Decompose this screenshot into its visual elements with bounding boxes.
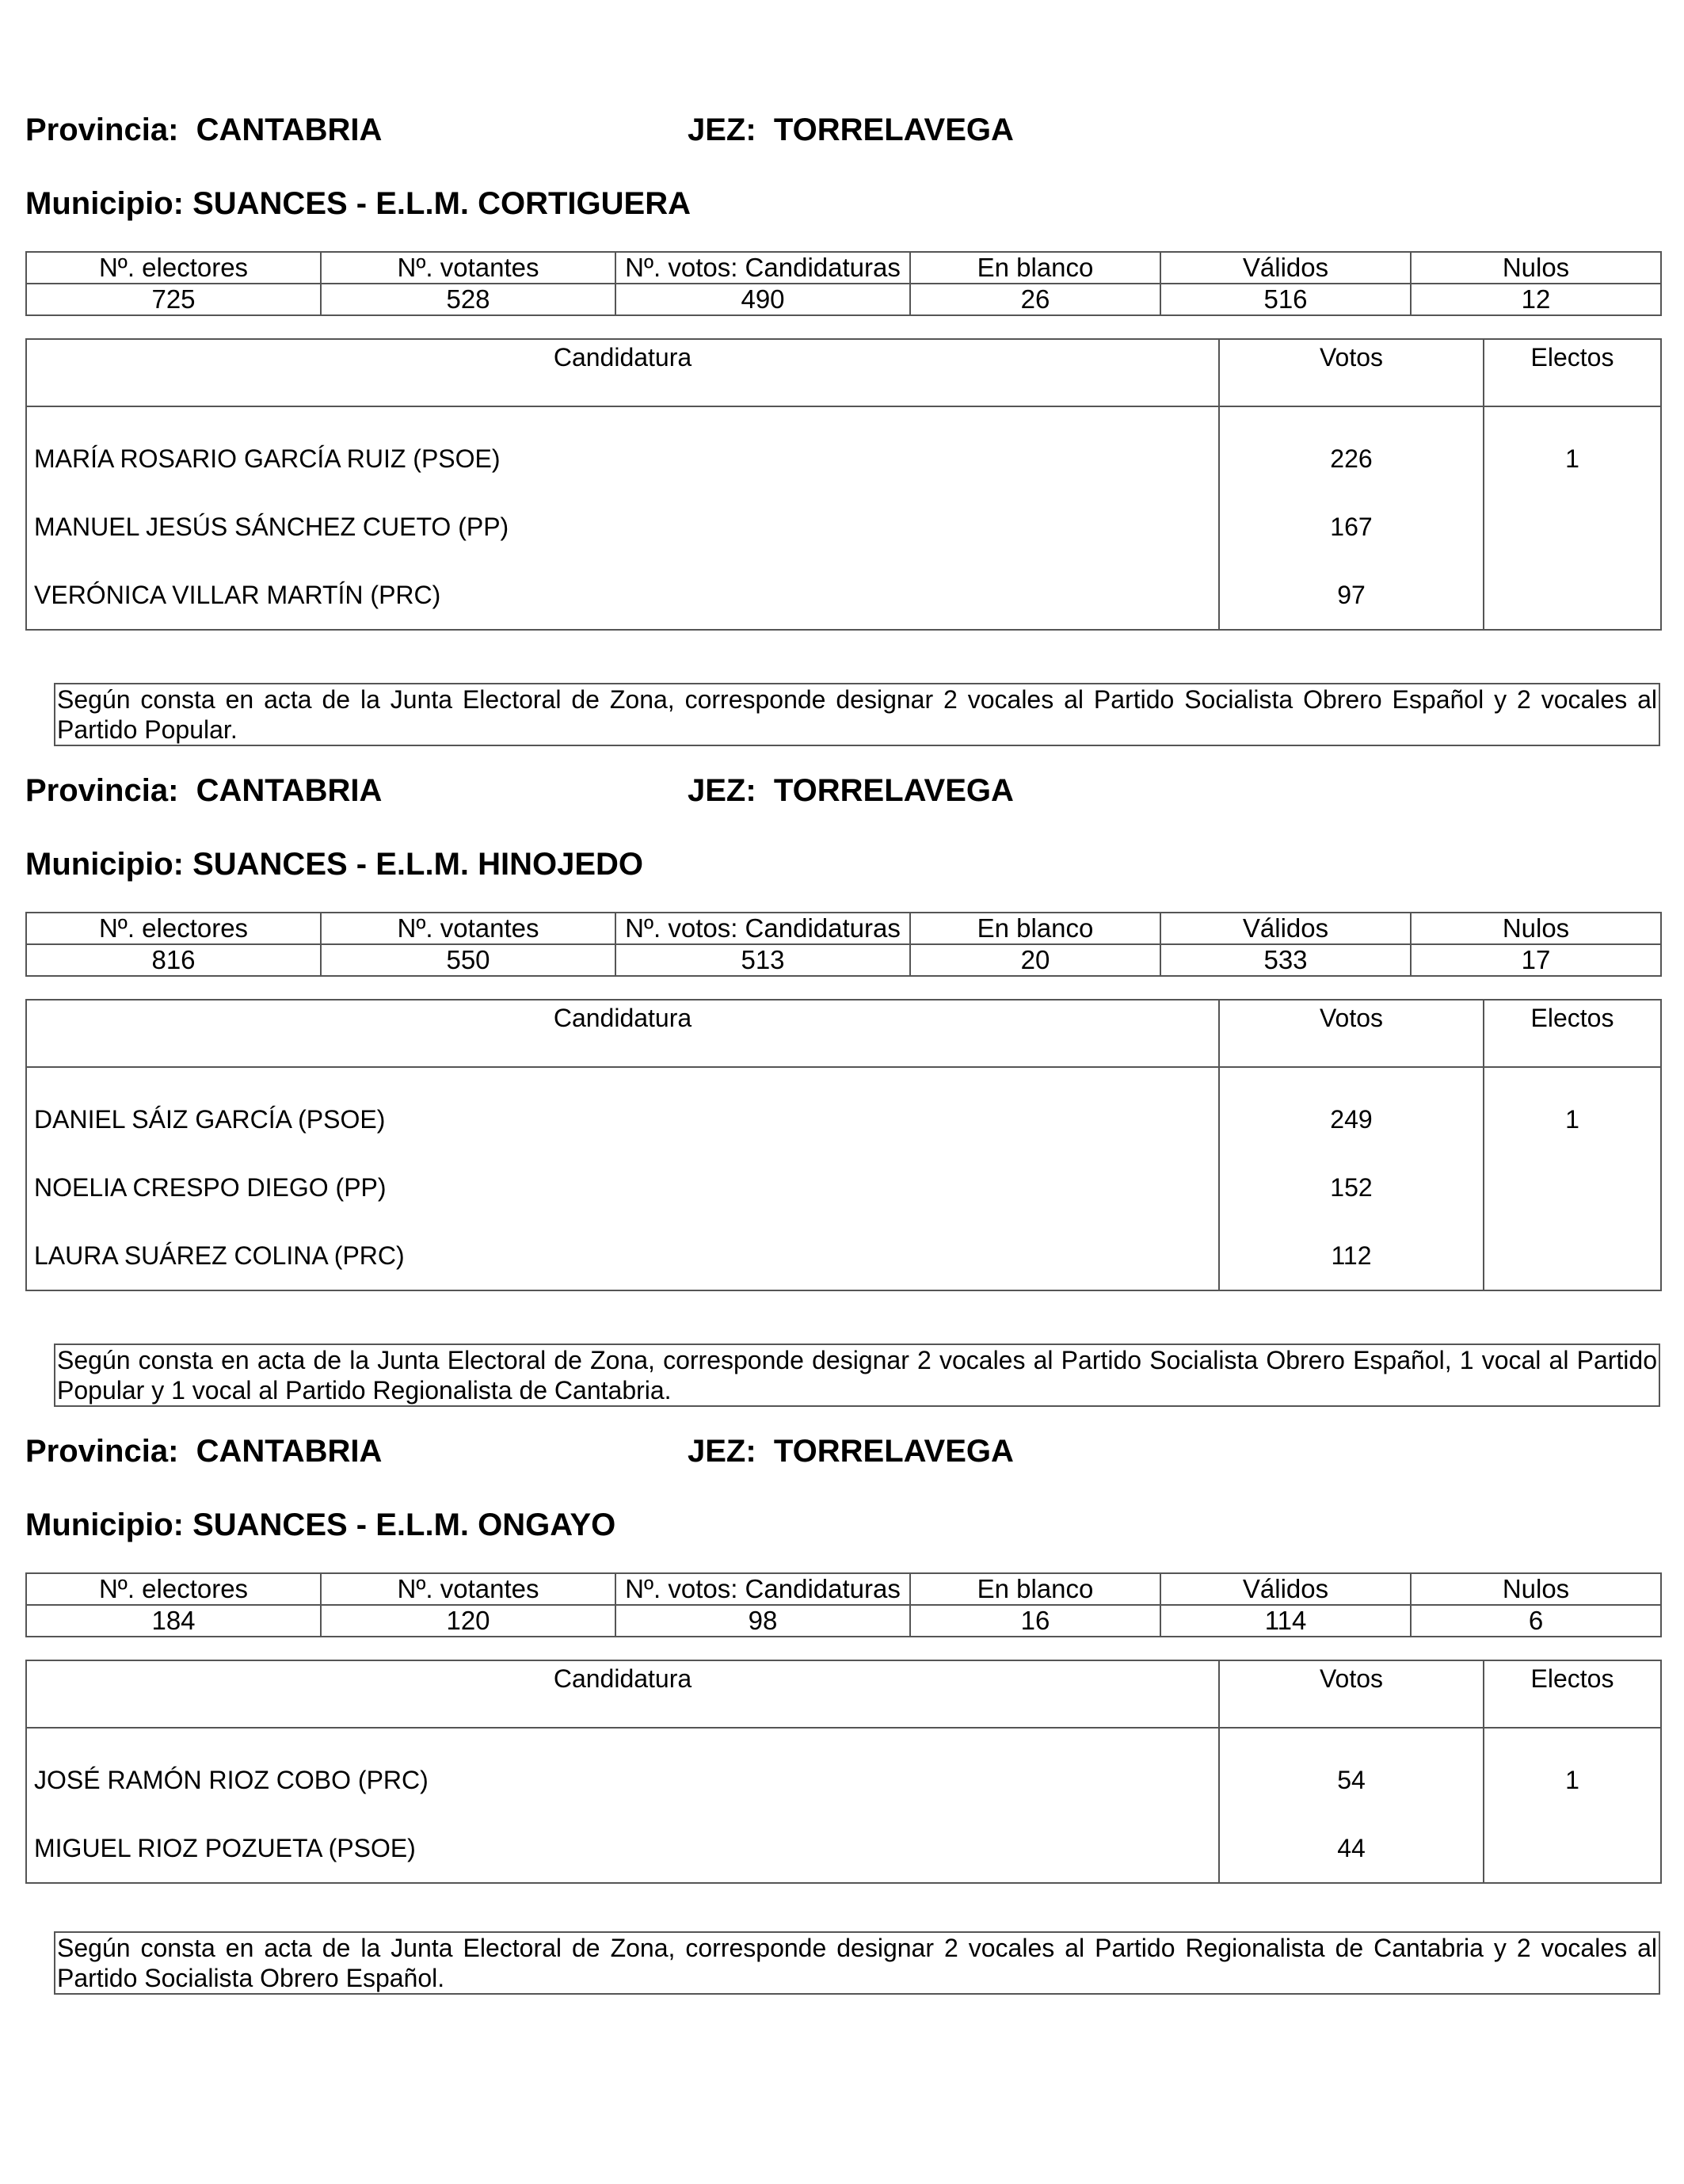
candidates-table	[25, 338, 1662, 631]
candidate-electos: 1	[1484, 406, 1661, 493]
candidate-votos: 54	[1219, 1728, 1484, 1814]
candidate-votos: 44	[1219, 1814, 1484, 1883]
candidatura-header: Candidatura	[26, 339, 1219, 406]
stats-header-cell: Nulos	[1411, 1573, 1661, 1605]
designation-note: Según consta en acta de la Junta Electoral de Zona, corresponde designar 2 vocales al Partido Regionalista de Cantabria y 2 vocales al Partido Socialista Obrero Español.	[54, 1931, 1660, 1995]
stats-header-cell: Válidos	[1160, 913, 1411, 944]
candidate-votos: 97	[1219, 561, 1484, 630]
municipio-header	[25, 185, 691, 223]
candidate-name: MARÍA ROSARIO GARCÍA RUIZ (PSOE)	[26, 406, 1219, 493]
candidate-electos	[1484, 493, 1661, 561]
stats-value-cell: 114	[1160, 1605, 1411, 1637]
municipio-label: Municipio:	[25, 186, 184, 221]
electos-header: Electos	[1484, 1000, 1661, 1067]
jez-header	[688, 1432, 1014, 1470]
provincia-header	[25, 1432, 382, 1470]
provincia-label: Provincia:	[25, 1434, 179, 1469]
candidate-electos	[1484, 561, 1661, 630]
candidate-row	[26, 1814, 1661, 1883]
candidates-header-row	[26, 1000, 1661, 1067]
jez-value: TORRELAVEGA	[773, 773, 1014, 808]
provincia-header	[25, 111, 382, 149]
jez-header	[688, 772, 1014, 810]
votos-header: Votos	[1219, 339, 1484, 406]
candidates-table	[25, 999, 1662, 1291]
provincia-value: CANTABRIA	[196, 773, 383, 808]
candidate-electos	[1484, 1222, 1661, 1290]
candidate-row	[26, 1728, 1661, 1814]
candidate-name: MIGUEL RIOZ POZUETA (PSOE)	[26, 1814, 1219, 1883]
candidate-name: LAURA SUÁREZ COLINA (PRC)	[26, 1222, 1219, 1290]
stats-header-cell: En blanco	[910, 252, 1160, 284]
electos-header: Electos	[1484, 1660, 1661, 1728]
stats-header-row	[26, 252, 1661, 284]
candidatura-header: Candidatura	[26, 1660, 1219, 1728]
stats-header-cell: Nulos	[1411, 252, 1661, 284]
votos-header: Votos	[1219, 1000, 1484, 1067]
jez-value: TORRELAVEGA	[773, 1434, 1014, 1469]
candidate-name: MANUEL JESÚS SÁNCHEZ CUETO (PP)	[26, 493, 1219, 561]
stats-value-cell: 98	[615, 1605, 910, 1637]
designation-note: Según consta en acta de la Junta Electoral de Zona, corresponde designar 2 vocales al Partido Socialista Obrero Español y 2 vocales al Partido Popular.	[54, 683, 1660, 746]
jez-header	[688, 111, 1014, 149]
candidate-name: DANIEL SÁIZ GARCÍA (PSOE)	[26, 1067, 1219, 1153]
municipio-value: SUANCES - E.L.M. HINOJEDO	[192, 847, 644, 882]
stats-value-cell: 516	[1160, 284, 1411, 315]
municipio-value: SUANCES - E.L.M. CORTIGUERA	[192, 186, 691, 221]
votos-header: Votos	[1219, 1660, 1484, 1728]
candidate-row	[26, 1153, 1661, 1222]
stats-value-cell: 550	[321, 944, 615, 976]
provincia-label: Provincia:	[25, 112, 179, 147]
stats-value-row	[26, 1605, 1661, 1637]
candidate-row	[26, 406, 1661, 493]
stats-header-cell: Nº. votos: Candidaturas	[615, 252, 910, 284]
stats-header-cell: Válidos	[1160, 252, 1411, 284]
provincia-value: CANTABRIA	[196, 1434, 383, 1469]
jez-label: JEZ:	[688, 112, 756, 147]
stats-value-cell: 17	[1411, 944, 1661, 976]
designation-note: Según consta en acta de la Junta Electoral de Zona, corresponde designar 2 vocales al Partido Socialista Obrero Español, 1 vocal al Partido Popular y 1 vocal al Partido Regionalista de Cantabria.	[54, 1344, 1660, 1407]
candidate-name: VERÓNICA VILLAR MARTÍN (PRC)	[26, 561, 1219, 630]
provincia-label: Provincia:	[25, 773, 179, 808]
candidates-header-row	[26, 1660, 1661, 1728]
municipio-value: SUANCES - E.L.M. ONGAYO	[192, 1507, 616, 1542]
stats-value-cell: 12	[1411, 284, 1661, 315]
municipio-label: Municipio:	[25, 847, 184, 882]
stats-value-cell: 20	[910, 944, 1160, 976]
stats-header-cell: En blanco	[910, 913, 1160, 944]
stats-header-cell: Válidos	[1160, 1573, 1411, 1605]
candidate-row	[26, 1067, 1661, 1153]
provincia-value: CANTABRIA	[196, 112, 383, 147]
stats-table	[25, 912, 1662, 977]
candidate-electos: 1	[1484, 1728, 1661, 1814]
candidate-electos: 1	[1484, 1067, 1661, 1153]
jez-label: JEZ:	[688, 773, 756, 808]
jez-value: TORRELAVEGA	[773, 112, 1014, 147]
provincia-header	[25, 772, 382, 810]
stats-header-cell: Nulos	[1411, 913, 1661, 944]
stats-value-row	[26, 944, 1661, 976]
electos-header: Electos	[1484, 339, 1661, 406]
candidate-votos: 249	[1219, 1067, 1484, 1153]
stats-header-row	[26, 1573, 1661, 1605]
stats-header-cell: Nº. electores	[26, 252, 321, 284]
stats-header-cell: Nº. votos: Candidaturas	[615, 1573, 910, 1605]
candidate-row	[26, 561, 1661, 630]
candidate-votos: 112	[1219, 1222, 1484, 1290]
candidate-row	[26, 1222, 1661, 1290]
stats-value-cell: 120	[321, 1605, 615, 1637]
stats-value-cell: 490	[615, 284, 910, 315]
stats-table	[25, 1572, 1662, 1637]
stats-value-cell: 16	[910, 1605, 1160, 1637]
stats-header-cell: Nº. votantes	[321, 913, 615, 944]
stats-header-cell: Nº. electores	[26, 913, 321, 944]
stats-table	[25, 251, 1662, 316]
candidatura-header: Candidatura	[26, 1000, 1219, 1067]
candidate-votos: 167	[1219, 493, 1484, 561]
stats-value-cell: 816	[26, 944, 321, 976]
candidate-row	[26, 493, 1661, 561]
stats-header-cell: Nº. votantes	[321, 252, 615, 284]
jez-label: JEZ:	[688, 1434, 756, 1469]
municipio-label: Municipio:	[25, 1507, 184, 1542]
stats-header-cell: En blanco	[910, 1573, 1160, 1605]
stats-header-row	[26, 913, 1661, 944]
municipio-header	[25, 1506, 615, 1544]
municipio-header	[25, 845, 643, 883]
stats-header-cell: Nº. votantes	[321, 1573, 615, 1605]
stats-header-cell: Nº. electores	[26, 1573, 321, 1605]
stats-value-cell: 513	[615, 944, 910, 976]
candidates-table	[25, 1660, 1662, 1884]
candidate-votos: 152	[1219, 1153, 1484, 1222]
candidate-electos	[1484, 1814, 1661, 1883]
candidate-name: JOSÉ RAMÓN RIOZ COBO (PRC)	[26, 1728, 1219, 1814]
stats-value-cell: 6	[1411, 1605, 1661, 1637]
candidate-electos	[1484, 1153, 1661, 1222]
candidate-votos: 226	[1219, 406, 1484, 493]
stats-header-cell: Nº. votos: Candidaturas	[615, 913, 910, 944]
stats-value-cell: 725	[26, 284, 321, 315]
candidates-header-row	[26, 339, 1661, 406]
stats-value-row	[26, 284, 1661, 315]
stats-value-cell: 26	[910, 284, 1160, 315]
stats-value-cell: 528	[321, 284, 615, 315]
stats-value-cell: 533	[1160, 944, 1411, 976]
candidate-name: NOELIA CRESPO DIEGO (PP)	[26, 1153, 1219, 1222]
stats-value-cell: 184	[26, 1605, 321, 1637]
